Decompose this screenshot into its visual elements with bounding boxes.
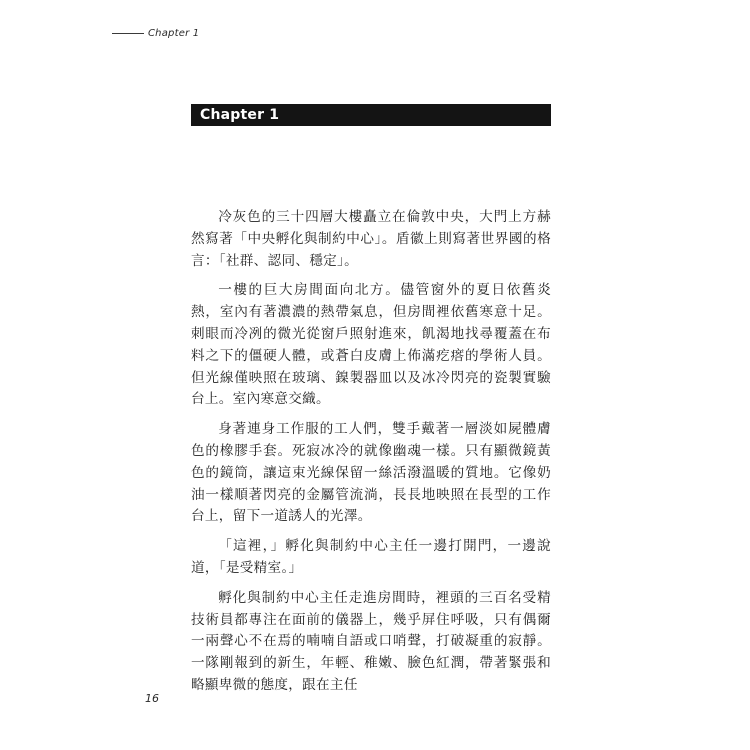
paragraph-3: 身著連身工作服的工人們，雙手戴著一層淡如屍體膚色的橡膠手套。死寂冰冷的就像幽魂一樣。只有顯微鏡黃色的鏡筒，讓這束光線保留一絲活潑溫暖的質地。它像奶油一樣順著閃亮的金屬管流淌，長長地映照在長型的工作台上，留下一道誘人的光澤。 — [191, 421, 551, 525]
paragraph-2: 一樓的巨大房間面向北方。儘管窗外的夏日依舊炎熱，室內有著濃濃的熱帶氣息，但房間裡依舊寒意十足。刺眼而冷冽的微光從窗戶照射進來，飢渴地找尋覆蓋在布料之下的僵硬人體，或蒼白皮膚上佈滿疙瘩的學術人員。但光線僅映照在玻璃、鎳製器皿以及冰冷閃亮的瓷製實驗台上。室內寒意交織。 — [191, 282, 551, 408]
body-text — [191, 207, 551, 705]
paragraph-4: 「這裡，」孵化與制約中心主任一邊打開門，一邊說道，「是受精室。」 — [191, 538, 551, 576]
paragraph-1: 冷灰色的三十四層大樓矗立在倫敦中央，大門上方赫然寫著「中央孵化與制約中心」。盾徽上則寫著世界國的格言：「社群、認同、穩定」。 — [191, 209, 551, 269]
page-number: 16 — [145, 692, 159, 705]
running-head — [112, 24, 199, 42]
chapter-heading-bar — [191, 104, 551, 126]
chapter-heading: Chapter 1 — [200, 107, 280, 123]
running-head-rule — [112, 33, 144, 34]
running-head-title: Chapter 1 — [148, 27, 200, 39]
paragraph-5: 孵化與制約中心主任走進房間時，裡頭的三百名受精技術員都專注在面前的儀器上，幾乎屏住呼吸，只有偶爾一兩聲心不在焉的喃喃自語或口哨聲，打破凝重的寂靜。一隊剛報到的新生，年輕、稚嫩、臉色紅潤，帶著緊張和略顯卑微的態度，跟在主任 — [191, 589, 551, 693]
